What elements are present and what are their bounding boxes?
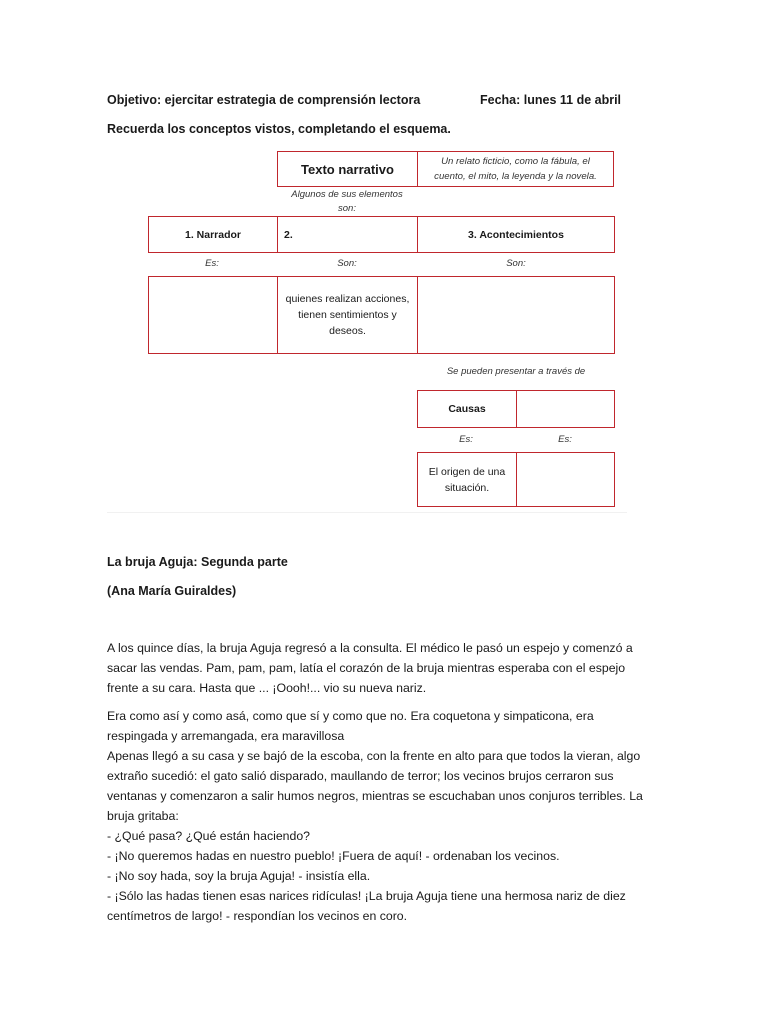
narrator-definition-cell[interactable] bbox=[149, 277, 277, 353]
narrative-text-title: Texto narrativo bbox=[301, 161, 394, 177]
instruction-text: Recuerda los conceptos vistos, completando el esquema. bbox=[107, 122, 451, 136]
causes-definition-box bbox=[417, 452, 615, 507]
story-paragraph-1: A los quince días, la bruja Aguja regresó a la consulta. El médico le pasó un espejo y comenzó a sacar las vendas. Pam, pam, pam, latía el corazón de la bruja mientras esperaba con el espejo frente a su cara. Hasta que ... ¡Oooh!... vio su nueva nariz. bbox=[107, 641, 633, 695]
element-events: 3. Acontecimientos bbox=[468, 228, 564, 241]
causes-connector-1: Es: bbox=[459, 434, 473, 445]
element-2: 2. bbox=[284, 228, 293, 241]
connector-es: Es: bbox=[205, 258, 219, 269]
causes-connector-2: Es: bbox=[558, 434, 572, 445]
events-definition-cell[interactable] bbox=[418, 277, 614, 353]
element-narrator: 1. Narrador bbox=[184, 228, 242, 241]
date-text: Fecha: lunes 11 de abril bbox=[480, 93, 622, 107]
story-author: (Ana María Guiraldes) bbox=[107, 584, 237, 598]
second-cause-cell[interactable] bbox=[517, 391, 614, 427]
narrative-text-box bbox=[277, 151, 614, 187]
presented-label: Se pueden presentar a través de bbox=[446, 366, 586, 377]
connector-son-1: Son: bbox=[337, 258, 357, 269]
definitions-box bbox=[148, 276, 615, 354]
causes-box bbox=[417, 390, 615, 428]
story-title: La bruja Aguja: Segunda parte bbox=[107, 555, 288, 569]
connector-son-2: Son: bbox=[506, 258, 526, 269]
objective-text: Objetivo: ejercitar estrategia de comprensión lectora bbox=[107, 93, 421, 107]
causes-title: Causas bbox=[448, 403, 486, 415]
divider bbox=[107, 512, 627, 513]
narrative-text-definition: Un relato ficticio, como la fábula, el cuento, el mito, la leyenda y la novela. bbox=[434, 156, 597, 182]
causes-definition: El origen de una situación. bbox=[428, 465, 506, 494]
elements-box bbox=[148, 216, 615, 253]
elements-label: Algunos de sus elementos son: bbox=[291, 189, 403, 214]
story-paragraph-2: Era como así y como asá, como que sí y como que no. Era coquetona y simpaticona, era respingada y arremangada, era maravillosa Apenas llegó a su casa y se bajó de la escoba, con la frente en alto para que todos la vieran, algo extraño sucedió: el gato salió disparado, maullando de terror; los vecinos brujos cerraron sus ventanas y comenzaron a salir humos negros, mientras se escuchaban unos conjuros terribles. La bruja gritaba: - ¿Qué pasa? ¿Qué están haciendo? - ¡No queremos hadas en nuestro pueblo! ¡Fuera de aquí! - ordenaban los vecinos. - ¡No soy hada, soy la bruja Aguja! - insistía ella. - ¡Sólo las hadas tienen esas narices ridículas! ¡La bruja Aguja tiene una hermosa nariz de diez centímetros de largo! - respondían los vecinos en coro. bbox=[107, 709, 643, 923]
characters-definition: quienes realizan acciones, tienen sentimientos y deseos. bbox=[285, 293, 410, 337]
second-cause-definition-cell[interactable] bbox=[517, 453, 614, 506]
